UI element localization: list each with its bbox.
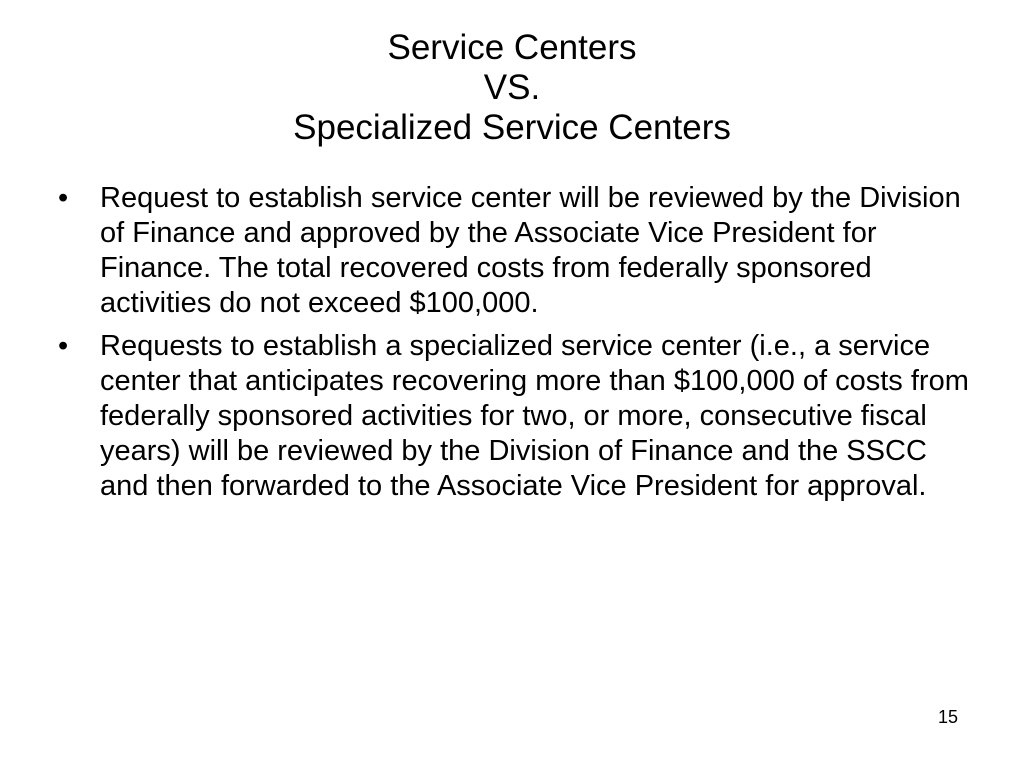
bullet-item-review-request	[58, 181, 970, 321]
slide-number: 15	[938, 707, 959, 727]
title-line-service-centers: Service Centers	[387, 28, 637, 67]
bullet-icon: •	[58, 182, 69, 214]
bullet-icon: •	[58, 330, 69, 362]
bullet-text: Request to establish service center will be reviewed by the Division of Finance and approved by the Associate Vice President for Finance. The total recovered costs from federally sponsored activities do not exceed $100,000.	[100, 182, 961, 319]
bullet-text: Requests to establish a specialized service center (i.e., a service center that anticipates recovering more than $100,000 of costs from federally sponsored activities for two, or more, consecutive fiscal years) will be reviewed by the Division of Finance and the SSCC and then forwarded to the Associate Vice President for approval.	[100, 330, 969, 502]
bullet-item-specialized-request	[58, 329, 970, 504]
title-line-vs: VS.	[483, 68, 541, 107]
bullet-list	[58, 181, 970, 512]
slide-title	[0, 28, 1024, 148]
title-line-specialized-service-centers: Specialized Service Centers	[293, 108, 731, 147]
